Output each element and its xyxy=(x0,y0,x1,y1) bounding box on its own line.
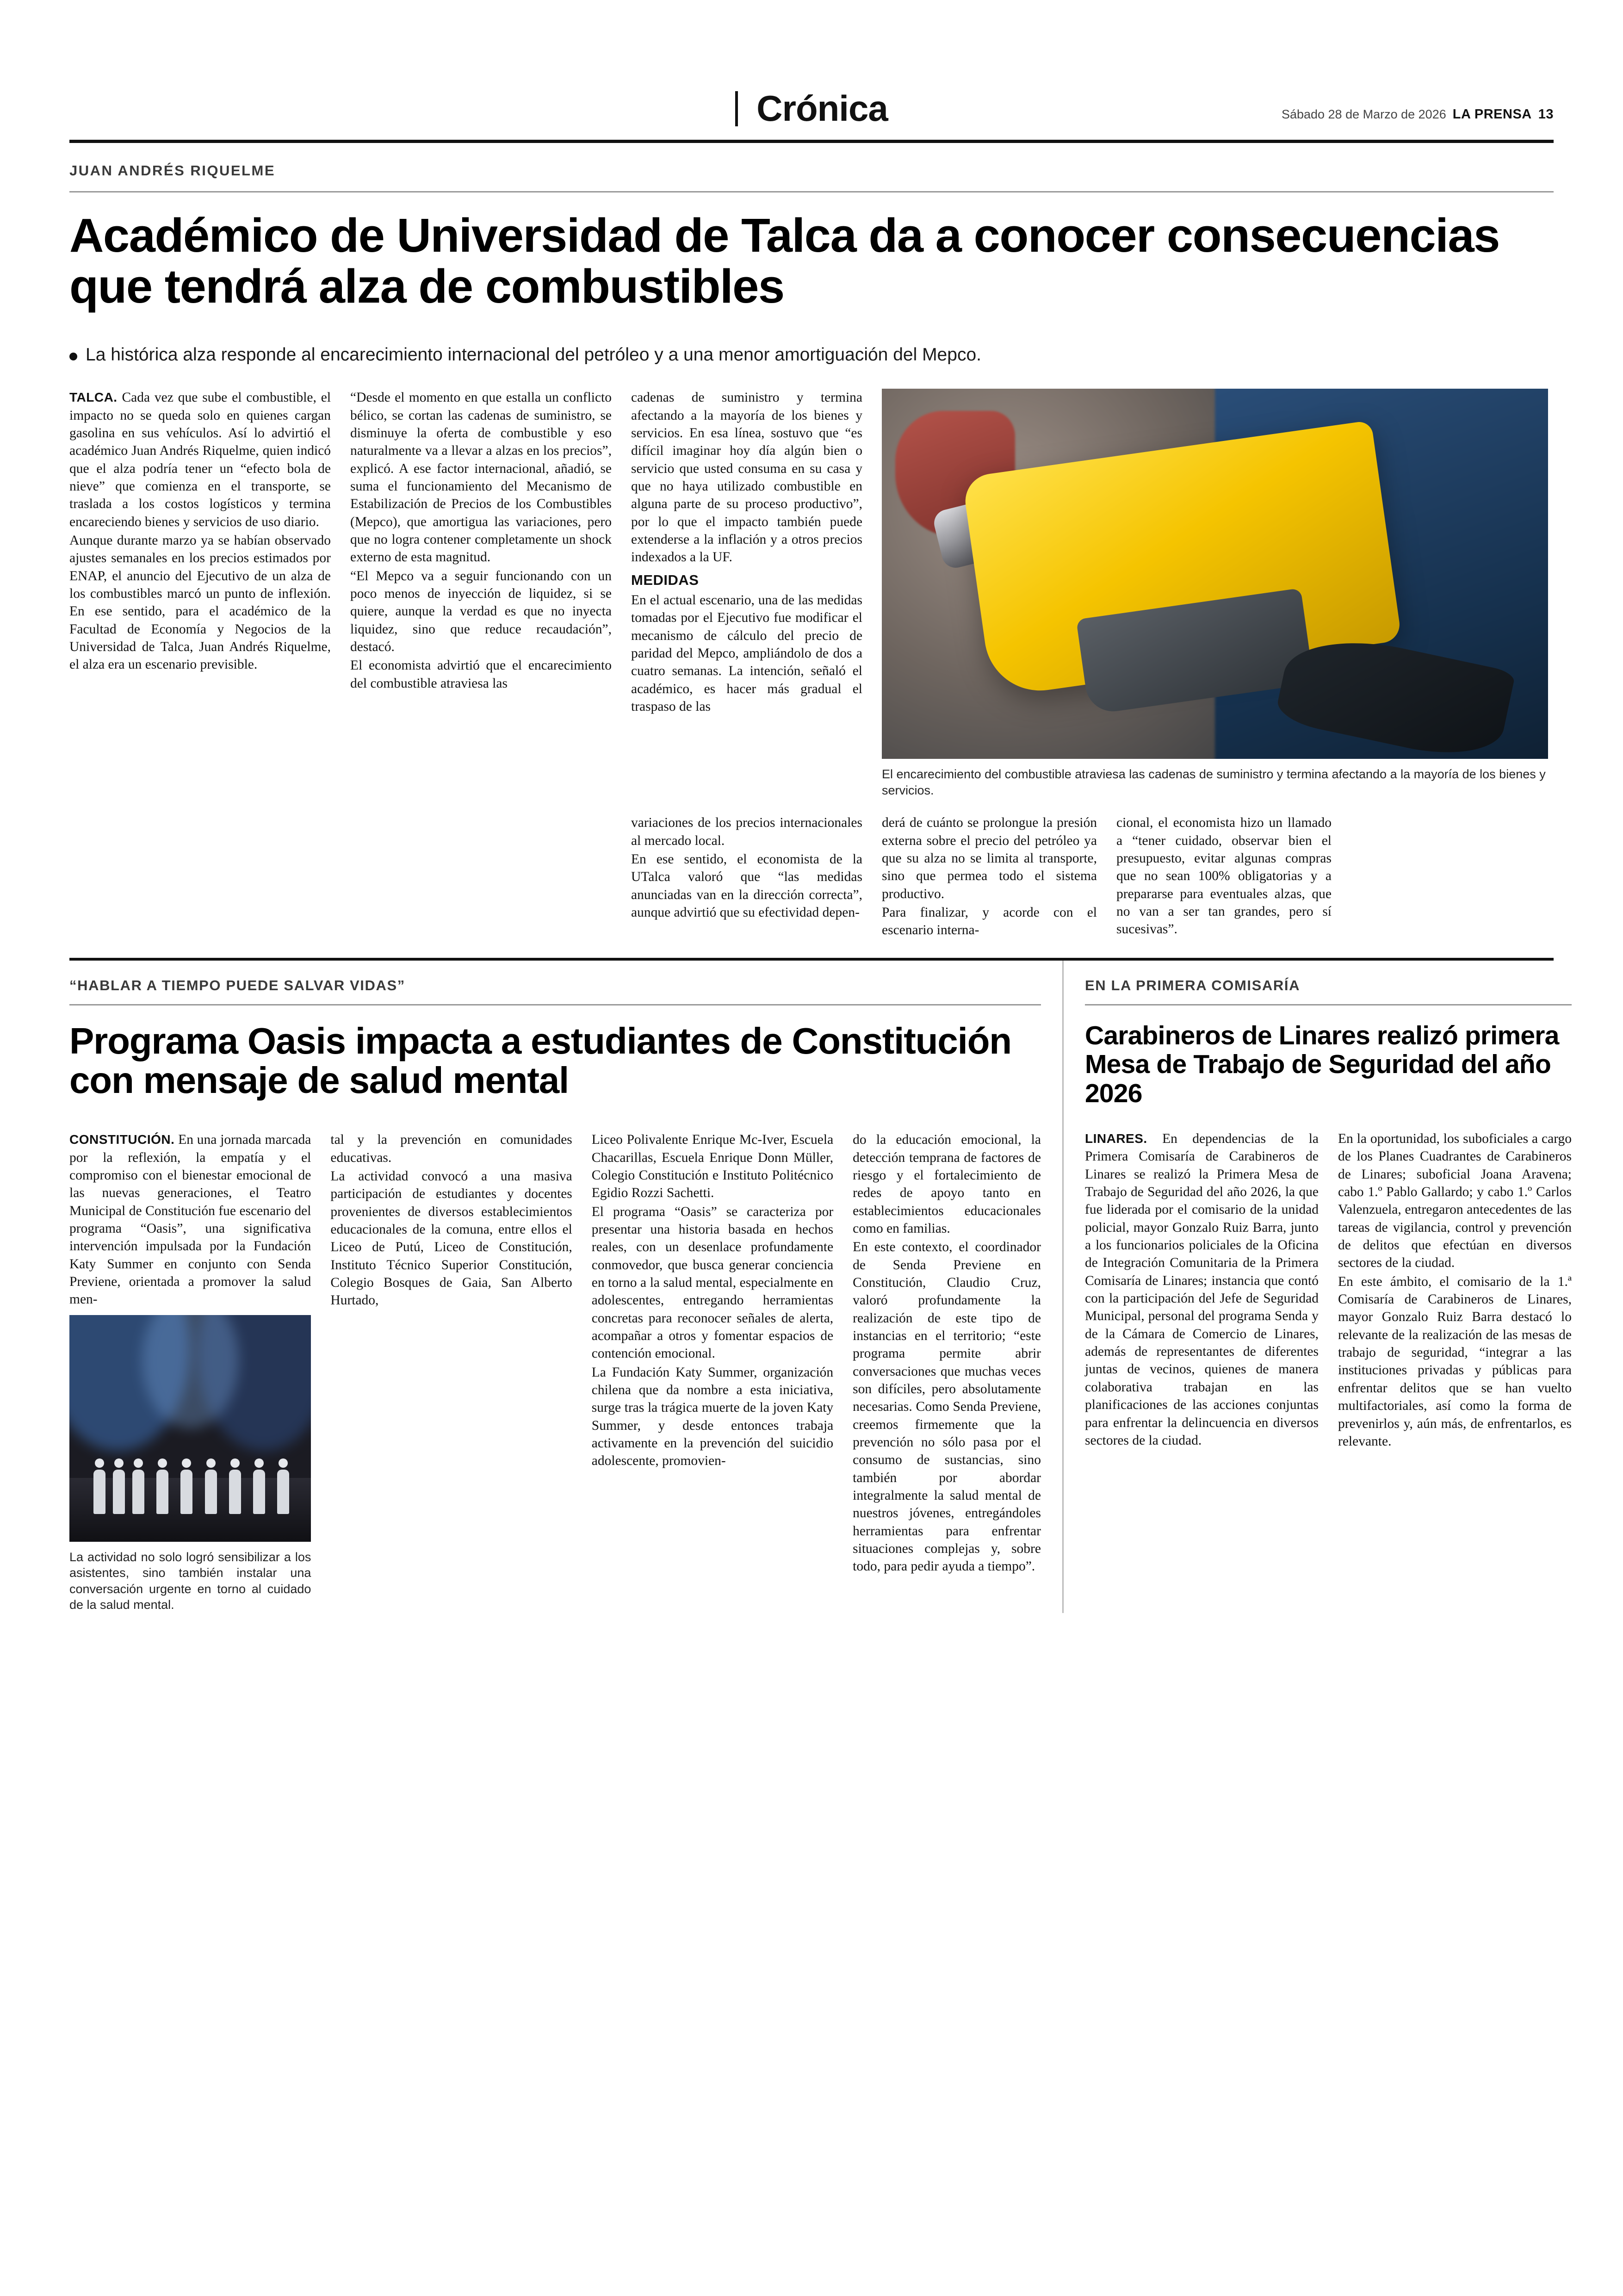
dateline: TALCA. xyxy=(69,390,118,405)
oasis-body xyxy=(69,1131,1041,1613)
continuation-column-2 xyxy=(882,814,1097,939)
paragraph: do la educación emocional, la detección temprana de factores de riesgo y el fortalecimiento de redes de apoyo tanto en establecimientos educacionales como en familias. xyxy=(853,1132,1041,1236)
carabineros-column-2 xyxy=(1338,1130,1572,1450)
article-carabineros xyxy=(1085,961,1572,1613)
main-column-2 xyxy=(350,389,612,798)
oasis-column-3 xyxy=(592,1131,833,1613)
article-oasis xyxy=(69,961,1041,1613)
paragraph: cional, el economista hizo un llamado a “tener cuidado, observar bien el presupuesto, evitar algunas compras que no sean 100% obligatorias y a prepararse para eventuales alzas, que no van a ser tan grandes, pero sí sucesivas”. xyxy=(1116,815,1332,937)
oasis-headline: Programa Oasis impacta a estudiantes de Constitución con mensaje de salud mental xyxy=(69,1020,1011,1101)
paragraph: “El Mepco va a seguir funcionando con un poco menos de inyección de liquidez, si se quiere, aunque la verdad es que no inyecta liquidez, sino que reduce recaudación”, destacó. xyxy=(350,568,612,654)
paragraph: En la oportunidad, los suboficiales a cargo de los Planes Cuadrantes de Carabineros de Linares; suboficial Joana Aravena; cabo 1.º Pablo Gallardo; y cabo 1.º Carlos Valenzuela, entregaron antecedentes de las tareas de vigilancia, control y prevención de delitos que efectúan en diversos sectores de la ciudad. xyxy=(1338,1131,1572,1271)
paragraph: Aunque durante marzo ya se habían observado ajustes semanales en los precios estimados por ENAP, el anuncio del Ejecutivo de un alza de los combustibles marcó un punto de inflexión. En ese sentido, para el académico de la Facultad de Economía y Negocios de la Universidad de Talca, Juan Andrés Riquelme, el alza era un escenario previsible. xyxy=(69,533,331,672)
paragraph: En este ámbito, el comisario de la 1.ª Comisaría de Carabineros de Linares, mayor Gonzalo Ruiz Barra destacó lo relevante de la realización de las mesas de trabajo de seguridad, “integrar a las instituciones privadas y públicas para enfrentar delitos que se han vuelto multifactoriales, así como la forma de prevenirlos y, aún más, de enfrentarlos, es relevante. xyxy=(1338,1274,1572,1449)
paragraph: En este contexto, el coordinador de Senda Previene en Constitución, Claudio Cruz, valoró profundamente la realización de este tipo de instancias en el territorio; “este programa permite abrir conversaciones que muchas veces son difíciles, pero absolutamente necesarias. Como Senda Previene, creemos firmemente que la prevención no sólo pasa por el consumo de sustancias, sino también por abordar integralmente la salud mental de nuestros jóvenes, entregándoles herramientas para enfrentar situaciones complejas y, sobre todo, para pedir ayuda a tiempo”. xyxy=(853,1240,1041,1574)
main-column-3 xyxy=(631,389,862,798)
paragraph: En el actual escenario, una de las medidas tomadas por el Ejecutivo fue modificar el mecanismo de cálculo del precio de paridad del Mepco, ampliándolo de dos a cuatro semanas. La intención, señaló el académico, es hacer más gradual el traspaso de las xyxy=(631,592,862,714)
paragraph: Liceo Polivalente Enrique Mc-Iver, Escuela Chacarillas, Escuela Enrique Donn Müller, Colegio Constitución e Instituto Politécnico Egidio Rozzi Sachetti. xyxy=(591,1132,834,1201)
paragraph: variaciones de los precios internacionales al mercado local. xyxy=(631,815,862,848)
masthead-divider xyxy=(735,91,738,126)
paragraph: derá de cuánto se prolongue la presión externa sobre el precio del petróleo ya que su alza no se limita al transporte, sino que permea todo el sistema productivo. xyxy=(882,815,1097,901)
carabineros-body xyxy=(1085,1130,1572,1450)
main-photo-block xyxy=(882,389,1548,798)
dateline: CONSTITUCIÓN. xyxy=(69,1132,175,1147)
paragraph: Para finalizar, y acorde con el escenario interna- xyxy=(882,905,1097,938)
masthead-meta xyxy=(1282,107,1554,122)
paragraph-text: En dependencias de la Primera Comisaría de Carabineros de Linares se realizó la Primera Mesa de Trabajo de Seguridad del año 2026, la que fue liderada por el comisario de la unidad policial, mayor Gonzalo Ruiz Barra, junto a los funcionarios policiales de la Oficina de Integración Comunitaria de la Primera Comisaría de Linares; instancia que contó con la participación del Jefe de Seguridad Municipal, personal del programa Senda y de la Cámara de Comercio de Linares, además de representantes de diferentes juntas de vecinos, quienes de manera colaborativa trabajan en las planificaciones de las acciones conjuntas para enfrentar la delincuencia en diversos sectores de la ciudad. xyxy=(1085,1131,1319,1448)
fuel-nozzle-photo xyxy=(882,389,1548,759)
paragraph-text: Cada vez que sube el combustible, el impacto no se queda solo en quienes cargan gasolina en sus vehículos. Así lo advirtió el académico Juan Andrés Riquelme, quien indicó que el alza podría tener un “efecto bola de nieve” que comienza en el transporte, se traslada a los costos logísticos y termina encareciendo bienes y servicios de uso diario. xyxy=(69,390,331,529)
page-number: 13 xyxy=(1538,107,1554,122)
masthead xyxy=(69,69,1554,130)
main-column-1 xyxy=(69,389,331,798)
article-byline: JUAN ANDRÉS RIQUELME xyxy=(69,162,275,179)
publication-name: LA PRENSA xyxy=(1452,107,1532,122)
lower-section xyxy=(69,961,1572,1613)
oasis-photo-caption: La actividad no solo logró sensibilizar a los asistentes, sino también instalar una conversación urgente en torno al cuidado de la salud mental. xyxy=(69,1550,311,1612)
main-article-body xyxy=(69,389,1554,798)
paragraph: La actividad convocó a una masiva participación de estudiantes y docentes provenientes de diversos establecimientos educacionales de la comuna, entre ellos el Liceo de Putú, Liceo de Constitución, Instituto Técnico Superior Constitución, Colegio Bosques de Gaia, San Alberto Hurtado, xyxy=(330,1168,572,1308)
paragraph xyxy=(69,1131,311,1308)
carabineros-column-1 xyxy=(1085,1130,1319,1450)
continuation-column-3 xyxy=(1116,814,1332,939)
masthead-rule xyxy=(69,140,1554,143)
section-subheading: MEDIDAS xyxy=(631,571,699,588)
publication-date: Sábado 28 de Marzo de 2026 xyxy=(1281,107,1446,121)
byline-rule xyxy=(69,191,1554,192)
section-title: Crónica xyxy=(756,88,888,129)
page-title: Académico de Universidad de Talca da a conocer consecuencias que tendrá alza de combustibles xyxy=(69,209,1499,313)
article-subhead-text: La histórica alza responde al encarecimiento internacional del petróleo y a una menor amortiguación del Mepco. xyxy=(86,345,981,365)
carabineros-kicker: EN LA PRIMERA COMISARÍA xyxy=(1085,977,1301,993)
oasis-column-2 xyxy=(330,1131,572,1613)
paragraph: “Desde el momento en que estalla un conflicto bélico, se cortan las cadenas de suministro, se disminuye la oferta de combustible y eso naturalmente va a llevar a alzas en los precios”, explicó. A ese factor internacional, añadió, se suma el funcionamiento del Mecanismo de Estabilización de Precios de los Combustibles (Mepco), que amortigua las variaciones, pero que no logra contener completamente un shock externo de esta magnitud. xyxy=(350,390,612,565)
oasis-kicker: “HABLAR A TIEMPO PUEDE SALVAR VIDAS” xyxy=(69,977,405,993)
bullet-icon xyxy=(69,353,77,360)
oasis-stage-photo xyxy=(69,1315,311,1542)
paragraph-text: En una jornada marcada por la reflexión, la empatía y el compromiso con el bienestar emocional de las nuevas generaciones, el Teatro Municipal de Constitución fue escenario del programa “Oasis”, una significativa intervención impulsada por la Fundación Katy Summer en conjunto con Senda Previene, orientada a promover la salud men- xyxy=(69,1132,311,1307)
paragraph: En ese sentido, el economista de la UTalca valoró que “las medidas anunciadas van en la dirección correcta”, aunque advirtió que su efectividad depen- xyxy=(631,851,862,920)
oasis-column-1 xyxy=(69,1131,311,1613)
paragraph xyxy=(1085,1130,1319,1449)
carabineros-headline: Carabineros de Linares realizó primera Mesa de Trabajo de Seguridad del año 2026 xyxy=(1085,1020,1559,1109)
oasis-kicker-rule xyxy=(69,1004,1041,1005)
main-article-continuation xyxy=(69,814,1554,939)
paragraph: El programa “Oasis” se caracteriza por presentar una historia basada en hechos reales, con un desenlace profundamente conmovedor, que busca generar conciencia en torno a la salud mental, especialmente en adolescentes, entregando herramientas concretas para reconocer señales de alerta, acompañar a otros y fomentar espacios de contención emocional. xyxy=(591,1204,834,1361)
paragraph xyxy=(69,389,331,531)
paragraph: cadenas de suministro y termina afectando a la mayoría de los bienes y servicios. En esa línea, sostuvo que “es difícil imaginar hoy día algún bien o servicio que usted consuma en su casa y que no haya utilizado combustible en alguna parte de su proceso productivo”, por lo que el impacto también puede extenderse a la inflación y a otros precios indexados a la UF. xyxy=(631,390,862,565)
column-divider xyxy=(1062,961,1064,1613)
paragraph: tal y la prevención en comunidades educativas. xyxy=(330,1132,572,1165)
paragraph: La Fundación Katy Summer, organización chilena que da nombre a esta iniciativa, surge tras la trágica muerte de la joven Katy Summer, y desde entonces trabaja activamente en la prevención del suicidio adolescente, promovien- xyxy=(591,1365,834,1469)
photo-caption: El encarecimiento del combustible atraviesa las cadenas de suministro y termina afectando a la mayoría de los bienes y servicios. xyxy=(882,767,1546,797)
oasis-column-4 xyxy=(853,1131,1041,1613)
carabineros-kicker-rule xyxy=(1085,1004,1572,1005)
article-subhead xyxy=(69,344,1554,366)
continuation-column-1 xyxy=(631,814,862,939)
paragraph: El economista advirtió que el encarecimiento del combustible atraviesa las xyxy=(350,658,612,691)
dateline: LINARES. xyxy=(1085,1131,1147,1146)
